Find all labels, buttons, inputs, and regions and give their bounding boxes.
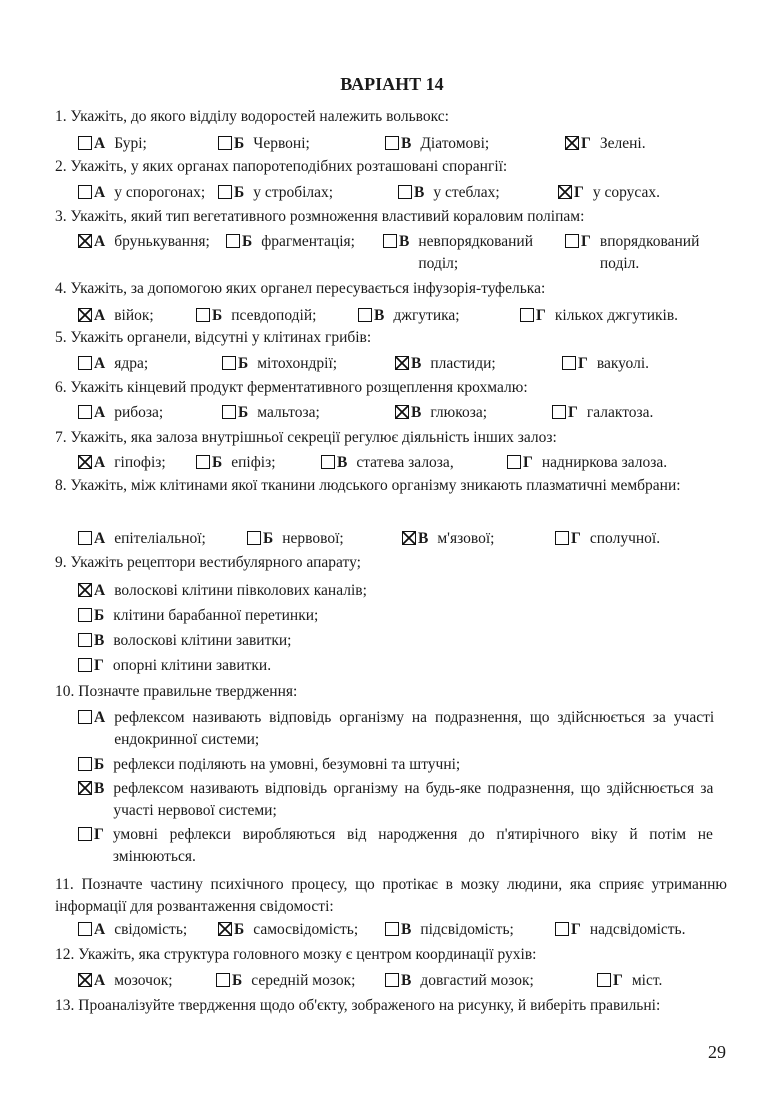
- option-text: нервової;: [282, 530, 344, 547]
- option-text: мітохондрії;: [257, 355, 338, 372]
- option-text: у спорогонах;: [114, 184, 206, 201]
- checkbox[interactable]: [385, 922, 399, 936]
- question-text: Укажіть, яка залоза внутрішньої секреції регулює діяльність інших залоз:: [70, 429, 557, 446]
- option-8-В[interactable]: [402, 528, 494, 550]
- option-letter: Г: [568, 404, 578, 421]
- option-4-Б[interactable]: [196, 305, 316, 327]
- option-text: волоскові клітини півколових каналів;: [114, 582, 367, 599]
- question-number: 11.: [55, 876, 74, 893]
- option-letter: Г: [94, 657, 104, 674]
- option-letter: Г: [578, 355, 588, 372]
- checkbox[interactable]: [78, 922, 92, 936]
- question-5: [55, 327, 727, 349]
- checked-checkbox[interactable]: [78, 781, 92, 795]
- option-letter: Б: [238, 404, 249, 421]
- checked-checkbox[interactable]: [395, 356, 409, 370]
- option-letter: А: [94, 454, 106, 471]
- option-letter: В: [94, 632, 105, 649]
- option-text: Бурі;: [114, 135, 147, 152]
- option-text: впорядкований поділ.: [599, 233, 700, 272]
- checkbox[interactable]: [597, 973, 611, 987]
- option-3-А[interactable]: [78, 231, 210, 253]
- option-8-А[interactable]: [78, 528, 206, 550]
- question-text: Укажіть органели, відсутні у клітинах грибів:: [70, 329, 372, 346]
- option-10-В[interactable]: [78, 778, 713, 822]
- option-text: глюкоза;: [430, 404, 488, 421]
- question-9: [55, 552, 727, 574]
- option-3-В[interactable]: [383, 231, 538, 275]
- checkbox[interactable]: [78, 757, 92, 771]
- checkbox[interactable]: [78, 633, 92, 647]
- question-text: Укажіть, до якого відділу водоростей належить вольвокс:: [70, 108, 449, 125]
- option-6-А[interactable]: [78, 402, 163, 424]
- option-text: рибоза;: [114, 404, 164, 421]
- option-1-Б[interactable]: [218, 133, 310, 155]
- option-3-Г[interactable]: [565, 231, 720, 275]
- checkbox[interactable]: [78, 356, 92, 370]
- option-text: опорні клітини завитки.: [112, 657, 272, 674]
- question-3: [55, 206, 727, 228]
- checkbox[interactable]: [385, 136, 399, 150]
- option-text: Зелені.: [599, 135, 646, 152]
- checked-checkbox[interactable]: [218, 922, 232, 936]
- option-letter: В: [94, 780, 105, 797]
- question-number: 3.: [55, 208, 67, 225]
- question-number: 5.: [55, 329, 67, 346]
- option-text: невпорядкований поділ;: [418, 233, 534, 272]
- option-letter: В: [401, 972, 412, 989]
- question-6: [55, 377, 727, 399]
- option-text: сполучної.: [589, 530, 661, 547]
- option-letter: Б: [242, 233, 253, 250]
- question-text: Укажіть рецептори вестибулярного апарату;: [70, 554, 361, 571]
- checkbox[interactable]: [218, 185, 232, 199]
- checkbox[interactable]: [78, 710, 92, 724]
- question-number: 7.: [55, 429, 67, 446]
- option-5-Г[interactable]: [562, 353, 649, 375]
- option-text: у сорусах.: [592, 184, 660, 201]
- option-7-Б[interactable]: [196, 452, 276, 474]
- checked-checkbox[interactable]: [558, 185, 572, 199]
- checkbox[interactable]: [247, 531, 261, 545]
- option-text: міст.: [631, 972, 663, 989]
- checkbox[interactable]: [216, 973, 230, 987]
- option-letter: Г: [581, 135, 591, 152]
- question-1: [55, 106, 727, 128]
- checked-checkbox[interactable]: [402, 531, 416, 545]
- option-letter: Б: [212, 307, 223, 324]
- option-4-А[interactable]: [78, 305, 154, 327]
- option-text: у стеблах;: [433, 184, 500, 201]
- checkbox[interactable]: [552, 405, 566, 419]
- option-letter: А: [94, 530, 106, 547]
- option-letter: Г: [581, 233, 591, 250]
- page-title: ВАРІАНТ 14: [340, 74, 444, 94]
- option-text: Діатомові;: [420, 135, 490, 152]
- checkbox[interactable]: [398, 185, 412, 199]
- option-letter: В: [337, 454, 348, 471]
- option-text: фрагментація;: [261, 233, 355, 250]
- option-letter: Г: [94, 826, 104, 843]
- option-letter: В: [374, 307, 385, 324]
- option-10-А[interactable]: [78, 707, 714, 751]
- option-7-В[interactable]: [321, 452, 454, 474]
- checkbox[interactable]: [507, 455, 521, 469]
- question-8: [55, 475, 727, 497]
- question-text: Укажіть кінцевий продукт ферментативного розщеплення крохмалю:: [70, 379, 528, 396]
- option-8-Б[interactable]: [247, 528, 344, 550]
- option-letter: А: [94, 233, 106, 250]
- option-text: псевдоподій;: [231, 307, 317, 324]
- checkbox[interactable]: [358, 308, 372, 322]
- option-3-Б[interactable]: [226, 231, 355, 253]
- option-text: м'язової;: [437, 530, 495, 547]
- option-text: ядра;: [114, 355, 149, 372]
- question-13: [55, 995, 727, 1017]
- option-text: вакуолі.: [596, 355, 650, 372]
- option-text: мальтоза;: [257, 404, 320, 421]
- checkbox[interactable]: [520, 308, 534, 322]
- option-letter: А: [94, 921, 106, 938]
- checkbox[interactable]: [78, 827, 92, 841]
- option-text: пластиди;: [430, 355, 496, 372]
- option-letter: В: [401, 921, 412, 938]
- option-text: гіпофіз;: [114, 454, 166, 471]
- option-letter: А: [94, 582, 106, 599]
- option-12-В[interactable]: [385, 970, 534, 992]
- checked-checkbox[interactable]: [395, 405, 409, 419]
- option-text: волоскові клітини завитки;: [113, 632, 292, 649]
- option-letter: Г: [571, 530, 581, 547]
- question-12: [55, 944, 727, 966]
- question-number: 1.: [55, 108, 67, 125]
- option-text: свідомість;: [114, 921, 188, 938]
- option-9-В[interactable]: [78, 630, 713, 652]
- option-text: надсвідомість.: [589, 921, 686, 938]
- checkbox[interactable]: [78, 608, 92, 622]
- option-letter: Г: [536, 307, 546, 324]
- question-number: 2.: [55, 158, 67, 175]
- option-6-В[interactable]: [395, 402, 487, 424]
- option-letter: В: [414, 184, 425, 201]
- option-12-Г[interactable]: [597, 970, 662, 992]
- checked-checkbox[interactable]: [78, 973, 92, 987]
- checkbox[interactable]: [222, 356, 236, 370]
- checkbox[interactable]: [321, 455, 335, 469]
- option-letter: А: [94, 709, 106, 726]
- question-11: [55, 874, 727, 918]
- option-4-В[interactable]: [358, 305, 460, 327]
- option-5-Б[interactable]: [222, 353, 337, 375]
- option-1-Г[interactable]: [565, 133, 646, 155]
- page-number: 29: [708, 1042, 726, 1062]
- option-letter: А: [94, 184, 106, 201]
- checkbox[interactable]: [78, 658, 92, 672]
- option-11-А[interactable]: [78, 919, 187, 941]
- option-letter: В: [411, 404, 422, 421]
- question-number: 6.: [55, 379, 67, 396]
- option-text: рефлексом називають відповідь організму на будь-яке подразнення, що здійснюється за участі нервової системи;: [113, 780, 714, 819]
- checkbox[interactable]: [222, 405, 236, 419]
- option-11-В[interactable]: [385, 919, 514, 941]
- option-letter: А: [94, 307, 106, 324]
- checked-checkbox[interactable]: [565, 136, 579, 150]
- checkbox[interactable]: [562, 356, 576, 370]
- question-text: Укажіть, яка структура головного мозку є центром координації рухів:: [78, 946, 537, 963]
- checkbox[interactable]: [218, 136, 232, 150]
- option-text: епітеліальної;: [114, 530, 206, 547]
- question-text: Укажіть, у яких органах папоротеподібних розташовані спорангії:: [70, 158, 508, 175]
- option-letter: А: [94, 972, 106, 989]
- option-1-А[interactable]: [78, 133, 147, 155]
- option-10-Г[interactable]: [78, 824, 713, 868]
- question-number: 4.: [55, 280, 67, 297]
- checkbox[interactable]: [226, 234, 240, 248]
- question-number: 12.: [55, 946, 75, 963]
- option-letter: Б: [234, 921, 245, 938]
- option-letter: Г: [523, 454, 533, 471]
- option-text: рефлекси поділяють на умовні, безумовні та штучні;: [113, 756, 461, 773]
- option-text: підсвідомість;: [420, 921, 514, 938]
- option-9-Г[interactable]: [78, 655, 713, 677]
- option-2-Г[interactable]: [558, 182, 660, 204]
- option-2-Б[interactable]: [218, 182, 333, 204]
- option-1-В[interactable]: [385, 133, 489, 155]
- option-letter: Б: [263, 530, 274, 547]
- option-6-Г[interactable]: [552, 402, 653, 424]
- question-2: [55, 156, 727, 178]
- option-2-А[interactable]: [78, 182, 205, 204]
- checkbox[interactable]: [78, 405, 92, 419]
- option-letter: А: [94, 135, 106, 152]
- option-11-Г[interactable]: [555, 919, 686, 941]
- question-text: Проаналізуйте твердження щодо об'єкту, зображеного на рисунку, й виберіть правильні:: [78, 997, 661, 1014]
- option-text: галактоза.: [586, 404, 654, 421]
- option-letter: Б: [94, 607, 105, 624]
- option-9-Б[interactable]: [78, 605, 713, 627]
- option-text: мозочок;: [114, 972, 173, 989]
- option-6-Б[interactable]: [222, 402, 320, 424]
- checkbox[interactable]: [565, 234, 579, 248]
- question-10: [55, 681, 727, 703]
- option-text: кількох джгутиків.: [554, 307, 679, 324]
- option-letter: Б: [234, 135, 245, 152]
- option-text: війок;: [114, 307, 154, 324]
- checked-checkbox[interactable]: [78, 583, 92, 597]
- option-12-Б[interactable]: [216, 970, 355, 992]
- option-5-А[interactable]: [78, 353, 148, 375]
- option-5-В[interactable]: [395, 353, 496, 375]
- option-text: брунькування;: [114, 233, 210, 250]
- checkbox[interactable]: [78, 136, 92, 150]
- question-text: Позначте правильне твердження:: [78, 683, 298, 700]
- option-7-Г[interactable]: [507, 452, 667, 474]
- option-text: епіфіз;: [231, 454, 276, 471]
- option-text: джгутика;: [393, 307, 460, 324]
- checkbox[interactable]: [78, 531, 92, 545]
- checked-checkbox[interactable]: [78, 455, 92, 469]
- option-11-Б[interactable]: [218, 919, 358, 941]
- option-text: умовні рефлекси виробляються від народження до п'ятирічного віку й потім не змінюються.: [112, 826, 713, 865]
- option-letter: Г: [574, 184, 584, 201]
- option-12-А[interactable]: [78, 970, 173, 992]
- option-letter: Г: [613, 972, 623, 989]
- option-text: рефлексом називають відповідь організму на подразнення, що здійснюється за участі ендокринної системи;: [114, 709, 715, 748]
- option-text: Червоні;: [253, 135, 310, 152]
- question-text: Позначте частину психічного процесу, що протікає в мозку людини, яка сприяє утриманню інформації для розвантаження свідомості:: [55, 876, 727, 915]
- option-10-Б[interactable]: [78, 754, 713, 776]
- option-letter: Б: [234, 184, 245, 201]
- checkbox[interactable]: [555, 922, 569, 936]
- checkbox[interactable]: [196, 308, 210, 322]
- checkbox[interactable]: [78, 185, 92, 199]
- option-text: середній мозок;: [251, 972, 356, 989]
- option-letter: Б: [232, 972, 243, 989]
- checkbox[interactable]: [383, 234, 397, 248]
- question-number: 10.: [55, 683, 75, 700]
- option-letter: В: [399, 233, 410, 250]
- option-text: надниркова залоза.: [541, 454, 668, 471]
- checkbox[interactable]: [555, 531, 569, 545]
- option-letter: Б: [212, 454, 223, 471]
- option-letter: Б: [238, 355, 249, 372]
- option-4-Г[interactable]: [520, 305, 678, 327]
- option-text: статева залоза,: [356, 454, 454, 471]
- option-letter: А: [94, 355, 106, 372]
- option-letter: В: [418, 530, 429, 547]
- option-text: довгастий мозок;: [420, 972, 534, 989]
- option-9-А[interactable]: [78, 580, 714, 602]
- question-number: 13.: [55, 997, 75, 1014]
- option-letter: В: [401, 135, 412, 152]
- option-letter: В: [411, 355, 422, 372]
- option-text: клітини барабанної перетинки;: [113, 607, 319, 624]
- question-number: 8.: [55, 477, 67, 494]
- option-letter: Б: [94, 756, 105, 773]
- checked-checkbox[interactable]: [78, 308, 92, 322]
- option-text: у стробілах;: [253, 184, 334, 201]
- option-7-А[interactable]: [78, 452, 166, 474]
- question-text: Укажіть, який тип вегетативного розмноження властивий кораловим поліпам:: [70, 208, 585, 225]
- checkbox[interactable]: [196, 455, 210, 469]
- option-8-Г[interactable]: [555, 528, 660, 550]
- question-number: 9.: [55, 554, 67, 571]
- question-text: Укажіть, за допомогою яких органел пересувається інфузорія-туфелька:: [70, 280, 546, 297]
- option-letter: Г: [571, 921, 581, 938]
- option-2-В[interactable]: [398, 182, 500, 204]
- checked-checkbox[interactable]: [78, 234, 92, 248]
- question-text: Укажіть, між клітинами якої тканини людського організму зникають плазматичні мембрани:: [70, 477, 681, 494]
- option-text: самосвідомість;: [253, 921, 359, 938]
- question-4: [55, 278, 727, 300]
- option-letter: А: [94, 404, 106, 421]
- checkbox[interactable]: [385, 973, 399, 987]
- question-7: [55, 427, 727, 449]
